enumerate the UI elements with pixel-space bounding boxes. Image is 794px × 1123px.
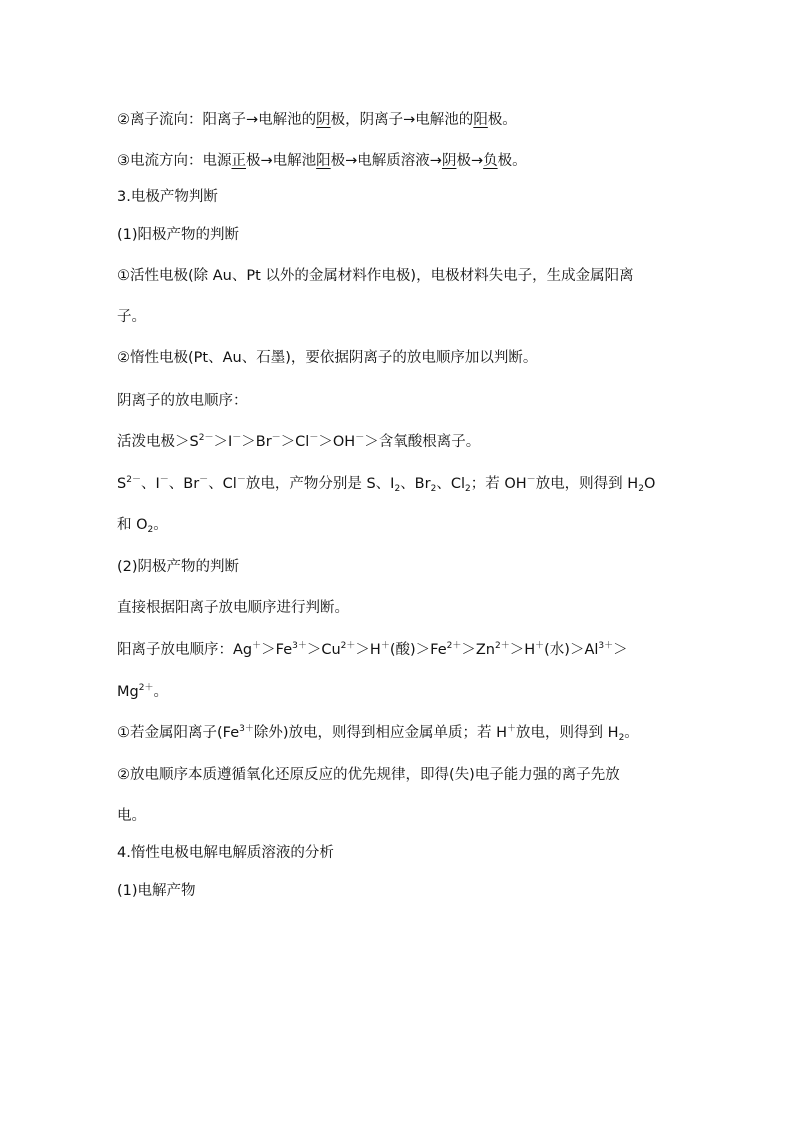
text: ③电流方向：电源 (117, 153, 232, 169)
section-heading-3: 3.电极产物判断 (117, 189, 218, 205)
text: O (643, 476, 656, 492)
text: ①若金属阳离子(Fe (117, 725, 240, 741)
superscript: － (271, 433, 281, 443)
underlined-answer: 阴 (316, 112, 331, 128)
text: 极，阴离子→电解池的 (330, 112, 474, 128)
superscript: － (199, 475, 209, 485)
superscript: 2＋ (340, 641, 356, 651)
text: 阳离子放电顺序：Ag (117, 642, 253, 658)
text: ＞OH (318, 434, 356, 450)
text: ＞I (213, 434, 233, 450)
underlined-answer: 负 (483, 153, 498, 169)
subheading-electrolysis-products: (1)电解产物 (117, 883, 196, 899)
text: ②离子流向：阳离子→电解池的 (117, 112, 317, 128)
paragraph-line: ②惰性电极(Pt、Au、石墨)，要依据阴离子的放电顺序加以判断。 (117, 350, 538, 366)
text: ＞Cl (280, 434, 310, 450)
superscript: － (355, 433, 365, 443)
current-direction-line (117, 151, 527, 171)
superscript: 2＋ (494, 641, 510, 651)
text: 。 (153, 684, 168, 700)
subheading-anode: (1)阳极产物的判断 (117, 227, 240, 243)
text: 放电，则得到 H (516, 725, 619, 741)
text: 。 (153, 517, 168, 533)
superscript: 2－ (126, 475, 141, 485)
underlined-answer: 阳 (473, 112, 488, 128)
text: 极→ (456, 153, 484, 169)
superscript: 2－ (198, 433, 214, 443)
paragraph-line: ②放电顺序本质遵循氧化还原反应的优先规律，即得(失)电子能力强的离子先放 (117, 767, 620, 783)
superscript: 3＋ (598, 641, 614, 651)
text: S (117, 476, 127, 492)
text: 、Br (168, 476, 200, 492)
text: 除外)放电，则得到相应金属单质；若 H (253, 725, 508, 741)
anion-products-line (117, 474, 655, 494)
subscript: 2 (394, 484, 401, 494)
paragraph-line: 直接根据阳离子放电顺序进行判断。 (117, 600, 349, 616)
superscript: ＋ (535, 641, 545, 651)
text: ＞含氧酸根离子。 (364, 434, 481, 450)
paragraph-line: 子。 (117, 309, 146, 325)
text: 和 O (117, 517, 148, 533)
text: 放电，则得到 H (535, 476, 639, 492)
superscript: 3＋ (239, 724, 254, 734)
subheading-cathode: (2)阴极产物的判断 (117, 559, 240, 575)
superscript: － (159, 475, 169, 485)
anion-order-line (117, 432, 480, 452)
superscript: － (526, 475, 536, 485)
subscript: 2 (147, 525, 154, 535)
text: 活泼电极＞S (117, 434, 199, 450)
text: 、I (140, 476, 160, 492)
text: 极→电解质溶液→ (330, 153, 442, 169)
text: ＞Fe (261, 642, 293, 658)
text: 、Cl (208, 476, 237, 492)
paragraph-line: 电。 (117, 808, 146, 824)
text: ＞H (355, 642, 381, 658)
superscript: － (309, 433, 319, 443)
text: 放电，产物分别是 S、I (245, 476, 395, 492)
paragraph-line (117, 682, 168, 702)
text: 极。 (487, 112, 517, 128)
text: ＞Zn (461, 642, 495, 658)
subscript: 2 (465, 484, 471, 494)
superscript: 3＋ (292, 641, 307, 651)
text: 、Cl (436, 476, 465, 492)
superscript: ＋ (252, 641, 262, 651)
superscript: － (236, 475, 246, 485)
text: ＞Br (241, 434, 272, 450)
superscript: ＋ (380, 641, 390, 651)
subscript: 2 (638, 484, 644, 494)
superscript: ＋ (507, 724, 517, 734)
text: ＞H (509, 642, 536, 658)
text: (水)＞Al (544, 642, 599, 658)
text: 、Br (400, 476, 431, 492)
superscript: 2＋ (446, 641, 462, 651)
paragraph-line (117, 723, 639, 743)
paragraph-line: ①活性电极(除 Au、Pt 以外的金属材料作电极)，电极材料失电子，生成金属阳离 (117, 268, 634, 284)
superscript: － (232, 433, 242, 443)
underlined-answer: 阴 (441, 153, 457, 169)
superscript: 2＋ (138, 683, 154, 693)
text: Mg (117, 684, 139, 700)
paragraph-line: 阴离子的放电顺序： (117, 393, 248, 409)
text: ＞Cu (306, 642, 341, 658)
text: ；若 OH (470, 476, 527, 492)
text: 极→电解池 (246, 153, 317, 169)
text: 极。 (497, 153, 527, 169)
section-heading-4: 4.惰性电极电解电解质溶液的分析 (117, 845, 334, 861)
underlined-answer: 正 (231, 153, 246, 169)
subscript: 2 (430, 484, 437, 494)
cation-order-line (117, 640, 628, 660)
text: (酸)＞Fe (389, 642, 447, 658)
ion-flow-line (117, 110, 517, 130)
subscript: 2 (618, 733, 625, 743)
text: ＞ (613, 642, 628, 658)
paragraph-line (117, 515, 168, 535)
underlined-answer: 阳 (316, 153, 331, 169)
text: 。 (624, 725, 639, 741)
